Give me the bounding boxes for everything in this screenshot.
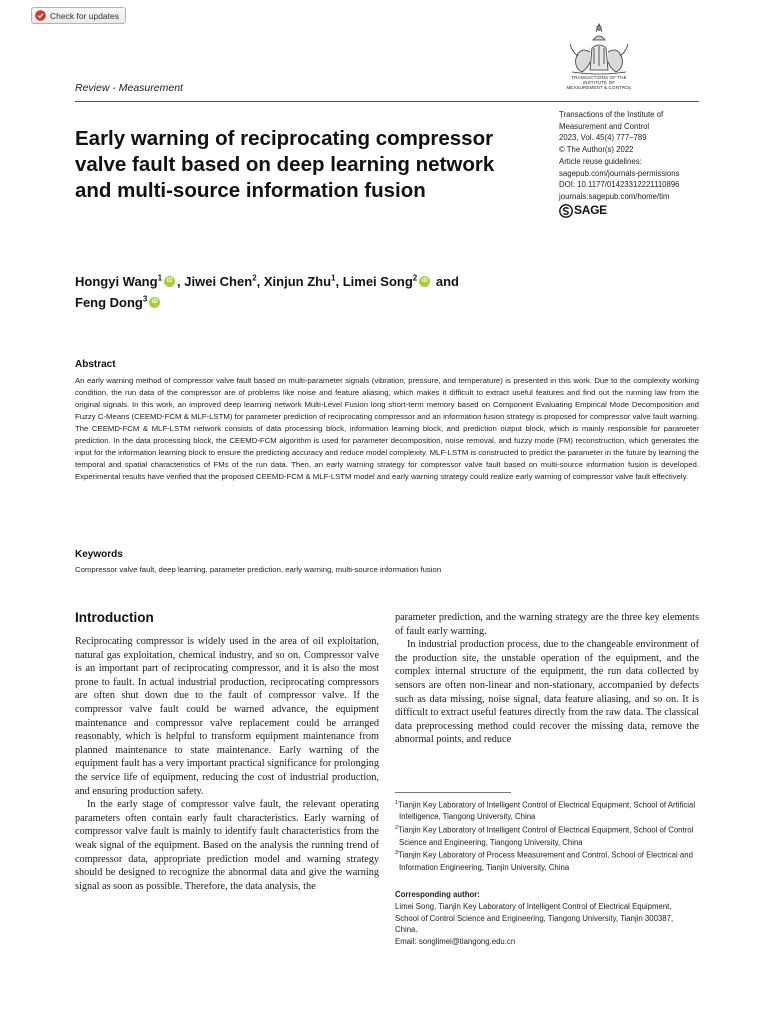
body-paragraph-part: parameter prediction, and the warning strategy are the three key elements of fault early warning.: [395, 612, 699, 637]
affiliation-item: $^3$Tianjin Key Laboratory of Process Measurement and Control, School of Electrical and Information Engineering, Tianjin University, China: [395, 850, 693, 872]
corresponding-author-details: Limei Song, Tianjin Key Laboratory of Intelligent Control of Electrical Equipment, School of Control Science and Engineering, Tiangong University, Tianjin 300387, China.: [395, 901, 674, 935]
journal-info-line: 2023, Vol. 45(4) 777–789: [559, 133, 647, 143]
body-column-left: [75, 635, 379, 893]
journal-info-line: © The Author(s) 2022: [559, 145, 634, 155]
crest-caption-line: TRANSACTIONS OF THE: [571, 75, 627, 80]
author-name: Limei Song: [342, 274, 413, 289]
affiliations: [395, 798, 705, 874]
orcid-icon[interactable]: iD: [149, 297, 160, 308]
article-section-label: Review - Measurement: [75, 82, 183, 94]
keywords-heading: Keywords: [75, 549, 123, 560]
author-name: Jiwei Chen: [184, 274, 253, 289]
author-name: Xinjun Zhu: [263, 274, 332, 289]
doi-link[interactable]: DOI: 10.1177/01423312221110896: [559, 180, 680, 190]
author-list: Hongyi Wang$^1$ iD , Jiwei Chen$^2$, Xinjun Zhu$^1$, Limei Song$^2$ iD and Feng Dong$^3$ iD: [75, 273, 459, 310]
affiliation-marker: 1: [331, 273, 336, 283]
author-name: Feng Dong: [75, 295, 143, 310]
abstract-text: An early warning method of compressor valve fault based on multi-parameter signals (vibration, pressure, and temperature) is presented in this work. Due to the complexity working condition, the run data of the compressor are of problems like noise and feature aliasing, which makes it difficult to extract useful features and find out the running law from the original signals. In this work, an improved deep learning network Multi-Level Fusion long short-term memory based on Component Evaluating Empirical Mode Decomposition and Fuzzy C-Means (CEEMD-FCM & MLF-LSTM) for parameter prediction of reciprocating compressor and an information fusion strategy is proposed for compressor valve fault warning. The CEEMD-FCM & MLF-LSTM network consists of data processing block, information learning block, and prediction output block, which is mainly responsible for parameter prediction. In the data processing block, the CEEMD-FCM algorithm is used for parameter decomposition, noise removal, and fuzzy mode (FM) reconstruction, which generates the input for the information learning block to ensure the predicting accuracy and reduce model complexity. MLF-LSTM is constructed to predict the parameter in the future by learning the temporal and spatial characteristics of FMs of the run data. Then, an early warning strategy for compressor valve fault based on multi-source information fusion is developed. Experimental results have verified that the proposed CEEMD-FCM & MLF-LSTM model and early warning strategy could realize early warning of compressor valve fault effectively.: [75, 376, 699, 482]
check-updates-label: Check for updates: [50, 10, 119, 21]
body-paragraph: Reciprocating compressor is widely used in the area of oil exploitation, natural gas exploitation, chemical industry, and so on. Compressor valve is an important part of reciprocating compressor, and it is also the most prone to fault. In actual industrial production, reciprocating compressors are often shut down due to the fault of compressor valve. If the compressor valve fault could be warned advance, the equipment maintenance and compressor valve replacement could be arranged reasonably, which is helpful to transform equipment maintenance from planned maintenance to state maintenance. Early warning of the equipment fault has a very important practical significance for prolonging the service life of equipment, reducing the cost of industrial production, and ensuring production safety.: [75, 636, 379, 797]
affiliation-marker: 2: [412, 273, 418, 283]
body-paragraph-part: In the early stage of compressor valve fault, the relevant operating parameters often contain early fault characteristics. Early warning of compressor valve fault is mainly to identify fault characteristics from the weak signal of the equipment. Based on the analysis the running trend of compressor data, appropriate prediction model and warning strategy should be designed to recognize the abnormal data and give the warning signal as soon as possible. Therefore, the data analysis, the: [75, 799, 379, 892]
orcid-icon[interactable]: iD: [164, 276, 175, 287]
sage-mark-icon: [559, 204, 573, 218]
crest-caption-line: INSTITUTE OF: [582, 80, 616, 85]
article-title: Early warning of reciprocating compressor valve fault based on deep learning network and multi-source information fusion: [75, 127, 495, 202]
sage-logo-text: SAGE: [574, 202, 607, 217]
orcid-icon[interactable]: iD: [419, 276, 430, 287]
journal-info-line: Transactions of the Institute of: [559, 110, 664, 119]
crest-caption: [551, 75, 647, 90]
affiliation-marker: 1: [157, 273, 163, 283]
author-conjunction: and: [435, 274, 459, 289]
header-divider: [75, 101, 699, 102]
journal-info-line: Article reuse guidelines:: [559, 156, 642, 166]
corresponding-author-email[interactable]: Email: songlimei@tiangong.edu.cn: [395, 937, 516, 947]
corresponding-author-heading: Corresponding author:: [395, 890, 480, 899]
journal-info: [559, 109, 709, 218]
reuse-link[interactable]: sagepub.com/journals-permissions: [559, 168, 680, 178]
footnote-divider: [395, 792, 511, 793]
check-for-updates-button[interactable]: [31, 7, 126, 24]
affiliation-marker: 2: [252, 273, 257, 283]
body-paragraph: In industrial production process, due to the changeable environment of the production site, the unstable operation of the equipment, and the complex internal structure of the equipment, the run data collected by sensors are often non-linear and non-stationary, accompanied by defects such as data missing, noise signal, data feature aliasing, and so on. It is difficult to extract useful features directly from the raw data. The classical data preprocessing method could recover the missing data, remove the abnormal points, and reduce: [395, 639, 699, 746]
body-column-right: [395, 611, 699, 747]
check-updates-icon: [35, 10, 46, 21]
introduction-heading: Introduction: [75, 610, 154, 625]
crest-caption-line: MEASUREMENT & CONTROL: [566, 85, 632, 90]
journal-homepage-link[interactable]: journals.sagepub.com/home/tim: [559, 191, 670, 201]
affiliation-item: $^1$Tianjin Key Laboratory of Intelligent Control of Electrical Equipment, School of Artificial Intelligence, Tiangong University, China: [395, 800, 696, 822]
abstract-heading: Abstract: [75, 359, 116, 370]
corresponding-author: [395, 889, 695, 948]
keywords-text: Compressor valve fault, deep learning, parameter prediction, early warning, multi-source information fusion: [75, 565, 442, 574]
author-name: Hongyi Wang: [75, 274, 158, 289]
journal-info-line: Measurement and Control: [559, 121, 650, 131]
affiliation-item: $^2$Tianjin Key Laboratory of Intelligent Control of Electrical Equipment, School of Control Science and Engineering, Tiangong University, China: [395, 825, 694, 847]
affiliation-marker: 3: [142, 294, 148, 304]
sage-logo: [559, 204, 709, 218]
